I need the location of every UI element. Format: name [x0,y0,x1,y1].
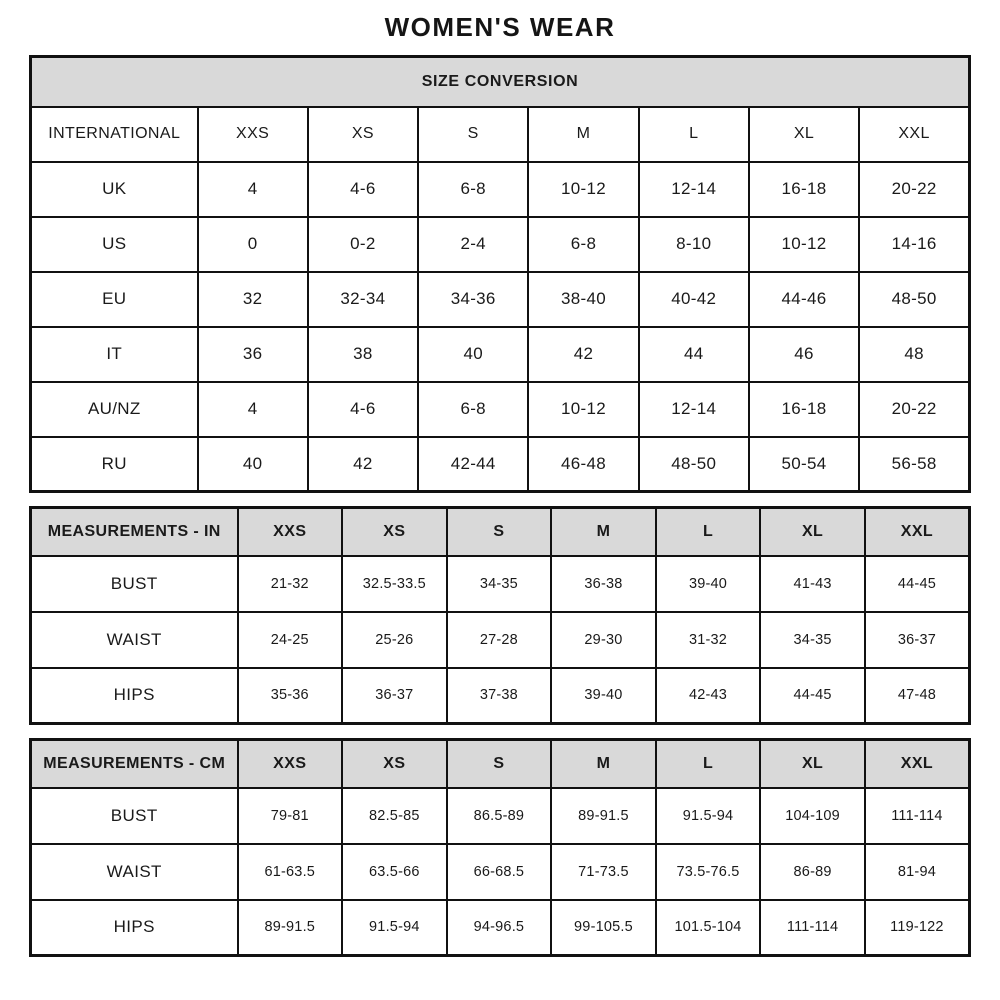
region-label-cell: IT [31,327,198,382]
size-value-cell: 20-22 [859,162,969,217]
size-header-cell: XS [308,107,418,162]
size-value-cell: 56-58 [859,437,969,492]
size-value-cell: 14-16 [859,217,969,272]
size-value-cell: 40 [198,437,308,492]
size-conversion-row [31,162,970,217]
measurement-value-cell: 86-89 [760,844,865,900]
measurement-value-cell: 81-94 [865,844,970,900]
size-value-cell: 12-14 [639,162,749,217]
size-conversion-row [31,272,970,327]
measurement-value-cell: 111-114 [865,788,970,844]
size-value-cell: 8-10 [639,217,749,272]
region-label-cell: AU/NZ [31,382,198,437]
measurement-value-cell: 34-35 [760,612,865,668]
measurements-in-body [31,508,970,724]
measurement-value-cell: 29-30 [551,612,656,668]
measurement-value-cell: 91.5-94 [656,788,761,844]
size-value-cell: 48-50 [639,437,749,492]
measurement-value-cell: 71-73.5 [551,844,656,900]
measurement-label-cell: WAIST [31,844,238,900]
size-value-cell: 48-50 [859,272,969,327]
measurement-label-cell: HIPS [31,900,238,956]
measurement-label-cell: WAIST [31,612,238,668]
international-label-cell: INTERNATIONAL [31,107,198,162]
measurement-value-cell: 27-28 [447,612,552,668]
size-value-cell: 44-46 [749,272,859,327]
size-value-cell: 0-2 [308,217,418,272]
size-conversion-row [31,382,970,437]
measurement-value-cell: 99-105.5 [551,900,656,956]
size-value-cell: 10-12 [528,382,638,437]
size-header-cell: XXS [198,107,308,162]
measurement-value-cell: 36-37 [865,612,970,668]
measurement-row [31,556,970,612]
measurement-row [31,844,970,900]
measurement-value-cell: 42-43 [656,668,761,724]
size-header-cell: XXL [859,107,969,162]
size-value-cell: 4 [198,382,308,437]
size-value-cell: 44 [639,327,749,382]
measurement-value-cell: 24-25 [238,612,343,668]
measurement-value-cell: 73.5-76.5 [656,844,761,900]
measurement-label-cell: BUST [31,788,238,844]
size-value-cell: 50-54 [749,437,859,492]
size-value-cell: 32 [198,272,308,327]
size-header-cell: XXS [238,740,343,788]
region-label-cell: US [31,217,198,272]
size-value-cell: 20-22 [859,382,969,437]
measurements-title-cell: MEASUREMENTS - CM [31,740,238,788]
size-conversion-banner-row [31,57,970,107]
measurement-row [31,668,970,724]
size-header-cell: S [447,508,552,556]
size-value-cell: 42-44 [418,437,528,492]
size-value-cell: 16-18 [749,162,859,217]
size-value-cell: 6-8 [418,382,528,437]
measurement-value-cell: 36-38 [551,556,656,612]
measurement-value-cell: 82.5-85 [342,788,447,844]
size-conversion-header-row [31,107,970,162]
size-value-cell: 38 [308,327,418,382]
size-value-cell: 6-8 [418,162,528,217]
measurement-value-cell: 91.5-94 [342,900,447,956]
measurement-row [31,788,970,844]
measurement-value-cell: 66-68.5 [447,844,552,900]
measurement-value-cell: 44-45 [865,556,970,612]
size-header-cell: XL [760,508,865,556]
measurement-value-cell: 47-48 [865,668,970,724]
size-value-cell: 10-12 [749,217,859,272]
size-header-cell: M [551,508,656,556]
size-conversion-row [31,217,970,272]
size-value-cell: 38-40 [528,272,638,327]
size-header-cell: XL [749,107,859,162]
measurement-value-cell: 61-63.5 [238,844,343,900]
measurement-value-cell: 37-38 [447,668,552,724]
size-value-cell: 36 [198,327,308,382]
size-conversion-banner: SIZE CONVERSION [31,57,970,107]
size-header-cell: XXL [865,508,970,556]
size-value-cell: 4 [198,162,308,217]
size-value-cell: 16-18 [749,382,859,437]
measurements-cm-header-row [31,740,970,788]
size-value-cell: 2-4 [418,217,528,272]
measurement-value-cell: 25-26 [342,612,447,668]
size-value-cell: 4-6 [308,162,418,217]
measurement-value-cell: 94-96.5 [447,900,552,956]
size-value-cell: 4-6 [308,382,418,437]
size-conversion-row [31,327,970,382]
size-conversion-table [29,55,971,493]
size-conversion-body [31,57,970,492]
measurement-value-cell: 39-40 [656,556,761,612]
measurement-label-cell: BUST [31,556,238,612]
region-label-cell: UK [31,162,198,217]
size-value-cell: 40 [418,327,528,382]
measurements-cm-body [31,740,970,956]
size-value-cell: 32-34 [308,272,418,327]
measurement-row [31,612,970,668]
size-value-cell: 40-42 [639,272,749,327]
size-value-cell: 42 [528,327,638,382]
size-value-cell: 46 [749,327,859,382]
measurement-value-cell: 34-35 [447,556,552,612]
size-header-cell: XS [342,740,447,788]
size-header-cell: L [656,508,761,556]
region-label-cell: RU [31,437,198,492]
measurement-value-cell: 32.5-33.5 [342,556,447,612]
measurement-value-cell: 63.5-66 [342,844,447,900]
size-header-cell: S [447,740,552,788]
measurement-value-cell: 35-36 [238,668,343,724]
measurement-row [31,900,970,956]
size-header-cell: XXL [865,740,970,788]
measurement-value-cell: 31-32 [656,612,761,668]
measurement-value-cell: 111-114 [760,900,865,956]
measurement-value-cell: 119-122 [865,900,970,956]
size-value-cell: 42 [308,437,418,492]
size-header-cell: M [528,107,638,162]
size-header-cell: XL [760,740,865,788]
size-value-cell: 34-36 [418,272,528,327]
measurement-label-cell: HIPS [31,668,238,724]
size-header-cell: XS [342,508,447,556]
measurement-value-cell: 36-37 [342,668,447,724]
measurement-value-cell: 89-91.5 [551,788,656,844]
page-title: WOMEN'S WEAR [384,12,616,42]
size-value-cell: 0 [198,217,308,272]
measurement-value-cell: 21-32 [238,556,343,612]
measurement-value-cell: 41-43 [760,556,865,612]
measurement-value-cell: 79-81 [238,788,343,844]
size-conversion-row [31,437,970,492]
size-value-cell: 48 [859,327,969,382]
measurement-value-cell: 39-40 [551,668,656,724]
measurements-cm-table [29,738,971,957]
size-value-cell: 46-48 [528,437,638,492]
measurement-value-cell: 89-91.5 [238,900,343,956]
size-header-cell: M [551,740,656,788]
size-value-cell: 10-12 [528,162,638,217]
size-header-cell: L [656,740,761,788]
size-value-cell: 12-14 [639,382,749,437]
size-value-cell: 6-8 [528,217,638,272]
measurement-value-cell: 104-109 [760,788,865,844]
measurement-value-cell: 44-45 [760,668,865,724]
region-label-cell: EU [31,272,198,327]
measurements-title-cell: MEASUREMENTS - IN [31,508,238,556]
size-header-cell: L [639,107,749,162]
measurements-in-header-row [31,508,970,556]
measurement-value-cell: 86.5-89 [447,788,552,844]
measurement-value-cell: 101.5-104 [656,900,761,956]
measurements-in-table [29,506,971,725]
size-header-cell: XXS [238,508,343,556]
size-header-cell: S [418,107,528,162]
